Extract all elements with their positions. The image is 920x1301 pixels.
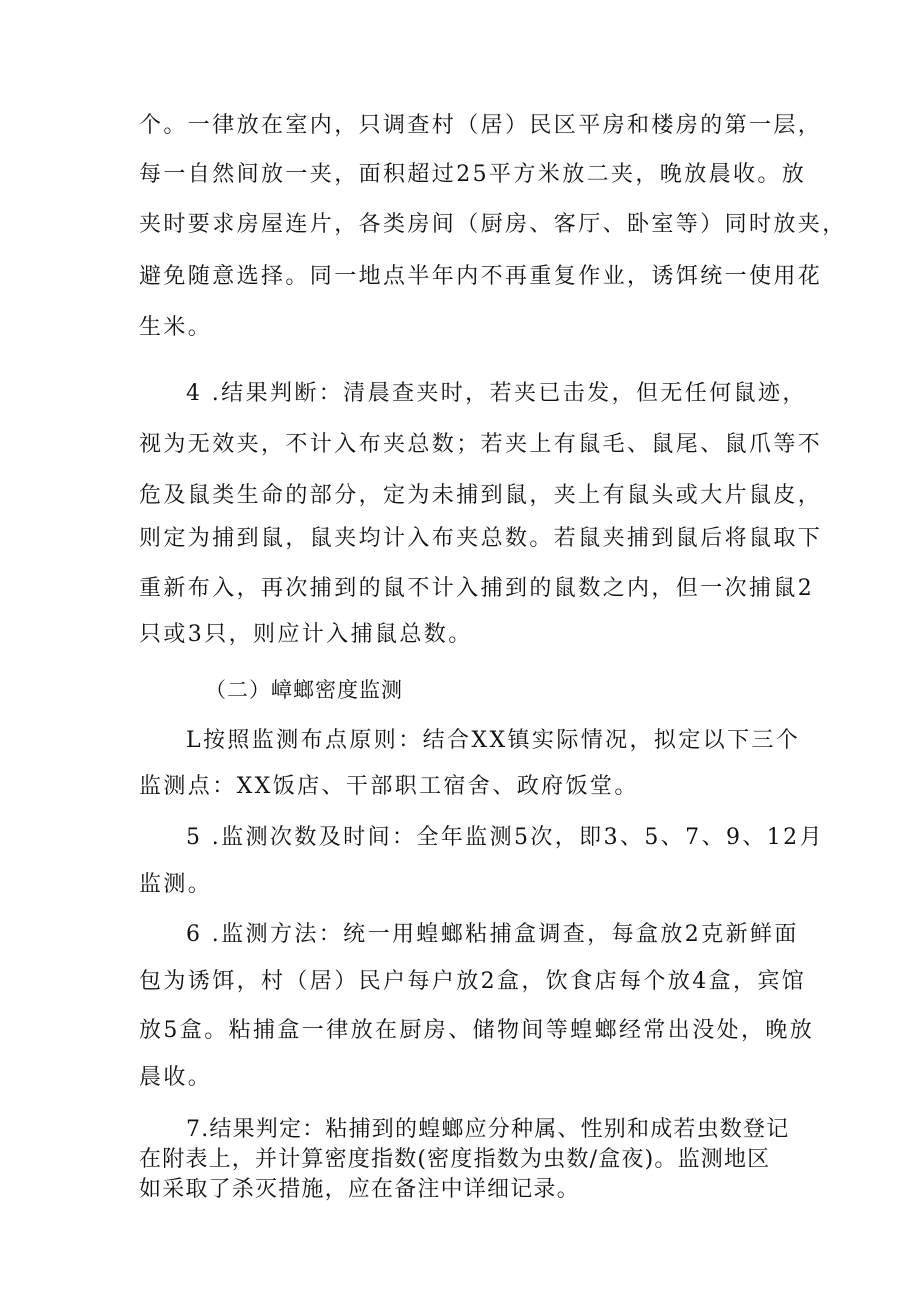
- text-line: 每一自然间放一夹，面积超过25平方米放二夹，晚放晨收。放: [139, 162, 807, 187]
- section-heading: （二）嶂螂密度监测: [205, 678, 403, 702]
- text-line: 7.结果判定：粘捕到的蝗螂应分种属、性别和成若虫数登记: [186, 1117, 790, 1142]
- text-line: 夹时要求房屋连片，各类房间（厨房、客厅、卧室等）同时放夹，: [139, 212, 847, 237]
- text-line: 放5盒。粘捕盒一律放在厨房、储物间等蝗螂经常出没处，晚放: [139, 1018, 815, 1043]
- text-line: 晨收。: [139, 1065, 213, 1090]
- text-line: 个。一律放在室内，只调查村（居）民区平房和楼房的第一层，: [139, 113, 823, 138]
- text-line: 4 .结果判断：清晨查夹时，若夹已击发，但无任何鼠迹，: [186, 381, 807, 406]
- text-line: 生米。: [139, 315, 213, 340]
- text-line: 如采取了杀灭措施，应在备注中详细记录。: [139, 1177, 580, 1202]
- text-line: 只或3只，则应计入捕鼠总数。: [139, 622, 473, 647]
- text-line: 监测。: [139, 872, 213, 897]
- text-line: 避免随意选择。同一地点半年内不再重复作业，诱饵统一使用花: [139, 264, 823, 289]
- text-line: 6 .监测方法：统一用蝗螂粘捕盒调查，每盒放2克新鲜面: [186, 922, 799, 947]
- text-line: 则定为捕到鼠，鼠夹均计入布夹总数。若鼠夹捕到鼠后将鼠取下: [139, 526, 823, 551]
- text-line: L按照监测布点原则：结合XX镇实际情况，拟定以下三个: [186, 728, 801, 753]
- text-line: 危及鼠类生命的部分，定为未捕到鼠，夹上有鼠头或大片鼠皮，: [139, 483, 823, 508]
- text-line: 5 .监测次数及时间：全年监测5次，即3、5、7、9、12月: [186, 825, 824, 850]
- text-line: 在附表上，并计算密度指数(密度指数为虫数/盒夜)。监测地区: [139, 1147, 771, 1172]
- text-line: 包为诱饵，村（居）民户每户放2盒，饮食店每个放4盒，宾馆: [139, 969, 807, 994]
- text-line: 重新布入，再次捕到的鼠不计入捕到的鼠数之内，但一次捕鼠2: [139, 576, 815, 601]
- text-line: 视为无效夹，不计入布夹总数；若夹上有鼠毛、鼠尾、鼠爪等不: [139, 432, 823, 457]
- text-line: 监测点：XX饭店、干部职工宿舍、政府饭堂。: [139, 774, 639, 799]
